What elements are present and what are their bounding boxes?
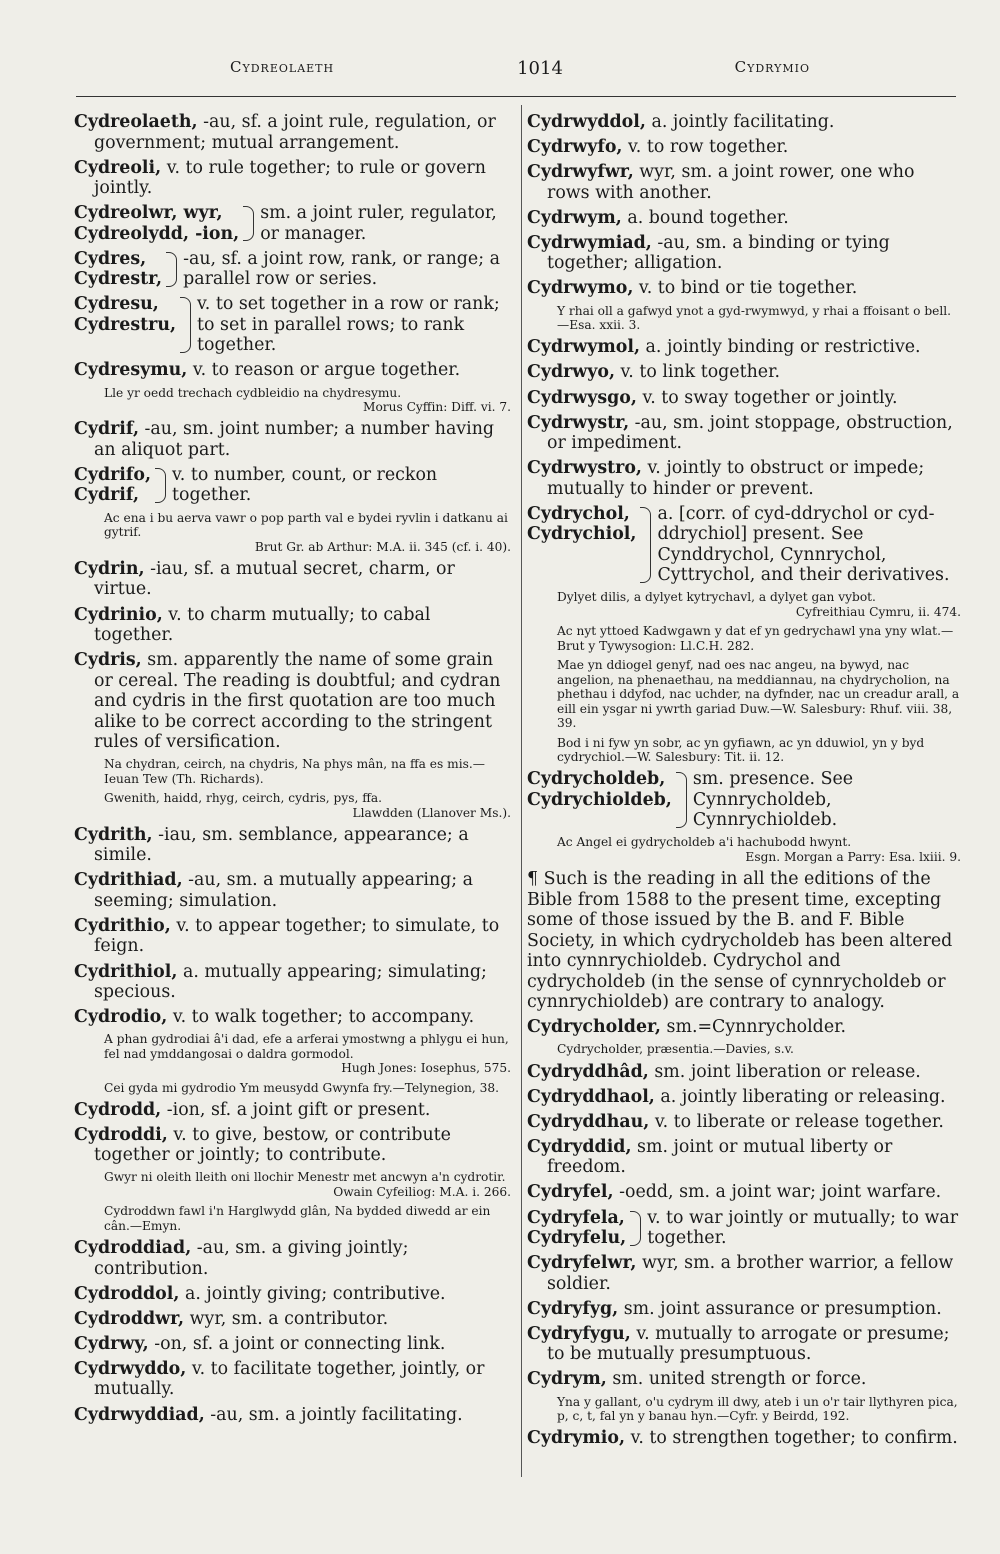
quotation [527,304,961,333]
headword: Cydrwymo, [527,278,634,299]
headword-group [74,465,151,506]
definition: a. jointly binding or restrictive. [640,337,921,358]
dictionary-entry [74,870,511,911]
definition: -on, sf. a joint or connecting link. [148,1333,446,1354]
headword: Cydrwyfwr, [527,162,634,183]
quotation-text: Bod i ni fyw yn sobr, ac yn gyfiawn, ac yn dduwiol, yn y byd cydrychiol.—W. Salesbury: Tit. ii. 12. [557,735,925,765]
headword: Cydrychioldeb, [527,789,672,810]
definition: v. to war jointly or mutually; to war together. [647,1207,959,1249]
dictionary-entry [527,337,961,358]
definition: wyr, sm. a contributor. [184,1308,389,1329]
headword: Cydrif, [74,419,140,440]
left-column [74,112,511,1430]
definition: v. to bind or tie together. [633,278,858,299]
dictionary-entry [74,1309,511,1330]
dictionary-entry [527,233,961,274]
brace-mark [155,468,166,503]
dictionary-entry-pair [527,769,961,831]
quotation [527,1042,961,1057]
quotation-text: Cydroddwn fawl i'n Harglwydd glân, Na bydded diwedd ar ein cân.—Emyn. [104,1204,491,1233]
headword: Cydrwy, [74,1333,149,1354]
dictionary-entry-pair [527,1208,961,1249]
quotation-text: Dylyet dilis, a dylyet kytrychavl, a dylyet gan vybot. [557,590,876,605]
headword: Cydrif, [74,485,140,506]
headword: Cydreolwr, wyr, [74,203,223,224]
right-column [527,112,961,1453]
quotation [74,1032,511,1076]
definition: -iau, sm. semblance, appearance; a simile. [94,824,469,866]
headword: Cydrith, [74,824,153,845]
page-number: 1014 [517,58,563,79]
brace-mark [676,772,687,828]
quotation [527,736,961,765]
headword: Cydryddhâd, [527,1061,649,1082]
dictionary-entry [527,1428,961,1449]
dictionary-entry [527,1299,961,1320]
definition: sm. apparently the name of some grain or cereal. The reading is doubtful; and cydran and cydris in the first quotation are too much alike to be correct according to the stringent rules of versification. [94,650,501,753]
definition: -au, sf. a joint row, rank, or range; a parallel row or series. [183,248,500,290]
quotation-source: Owain Cyfeiliog: M.A. i. 266. [333,1185,511,1200]
dictionary-entry [527,162,961,203]
definition: v. to give, bestow, or contribute together or jointly; to contribute. [94,1124,451,1166]
quotation-text: A phan gydrodiai â'i dad, efe a arferai ymostwng a phlygu ei hun, fel nad ymddangosai o daldra gormodol. [104,1032,509,1061]
definition: v. to strengthen together; to confirm. [625,1428,958,1449]
quotation [74,386,511,415]
dictionary-entry [527,112,961,133]
definition: -au, sf. a joint rule, regulation, or government; mutual arrangement. [94,112,496,153]
definition: v. to number, count, or reckon together. [172,464,438,506]
editorial-note: ¶ Such is the reading in all the editions of the Bible from 1588 to the present time, excepting some of those issued by the B. and F. Bible Society, in which cydrycholdeb has been altered into cynnrychioldeb. Cydrychol and cydrycholdeb (in the sense of cynnrycholdeb or cynnrychioldeb) are contrary to analogy. [527,869,953,1013]
headword-group [527,504,636,586]
headword-group [74,249,162,290]
quotation-source: Cyfreithiau Cymru, ii. 474. [795,605,961,619]
headword: Cydryfyg, [527,1298,619,1319]
definition: v. to row together. [622,137,789,158]
headword: Cydreolydd, -ion, [74,223,240,244]
definition: -au, sm. joint stoppage, obstruction, or impediment. [547,412,953,454]
dictionary-entry [74,1334,511,1355]
headword: Cydrychiol, [527,524,637,545]
headword: Cydrodd, [74,1099,162,1120]
header-left-guideword: Cydreolaeth [230,58,335,76]
headword: Cydrestr, [74,269,163,290]
headword: Cydrin, [74,558,145,579]
quotation [74,791,511,820]
definition: v. to liberate or release together. [649,1111,944,1132]
running-header [70,58,960,84]
dictionary-entry [74,158,511,199]
headword: Cydresu, [74,294,159,315]
definition: v. to sway together or jointly. [636,387,898,408]
definition: sm. united strength or force. [606,1369,867,1390]
dictionary-entry [527,1087,961,1108]
dictionary-entry-pair [527,504,961,586]
headword: Cydrym, [527,1369,607,1390]
definition: v. to reason or argue together. [187,360,461,381]
dictionary-entry [527,1112,961,1133]
dictionary-entry [74,1007,511,1028]
header-right-guideword: Cydrymio [734,58,810,76]
dictionary-entry [74,419,511,460]
quotation-text: Ac Angel ei gydrycholdeb a'i hachubodd hwynt. [557,835,852,850]
quotation [74,757,511,786]
headword: Cydrwyo, [527,362,615,383]
definition: sm.=Cynnrycholder. [661,1017,847,1038]
quotation [527,1395,961,1424]
headword: Cydrwyddol, [527,112,646,132]
dictionary-entry [527,1369,961,1390]
brace-mark [180,297,191,353]
headword: Cydryddhau, [527,1111,650,1132]
headword: Cydres, [74,248,147,269]
definition: a. [corr. of cyd-ddrychol or cyd-ddrychiol] present. See Cynddrychol, Cynnrychol, Cyttrychol, and their derivatives. [657,503,950,586]
definition: -oedd, sm. a joint war; joint warfare. [613,1182,942,1203]
dictionary-entry [527,1182,961,1203]
headword: Cydrithiad, [74,870,183,891]
brace-mark [630,1211,641,1246]
quotation-source: Llawdden (Llanover Ms.). [352,805,511,820]
quotation-text: Gwenith, haidd, rhyg, ceirch, cydris, pys, ffa. [104,790,383,805]
quotation-text: Mae yn ddiogel genyf, nad oes nac angeu, na bywyd, nac angelion, na phenaethau, na meddiannau, na chydrycholion, na phethau i ddyfod, nac uchder, na dyfnder, nac un creadur arall, a eill ein ysgar ni ywrth gariad Duw.—W. Salesbury: Rhuf. viii. 38, 39. [557,657,960,731]
quotation-text: Gwyr ni oleith lleith oni llochir Menestr met ancwyn a'n cydrotir. [104,1170,506,1185]
quotation-text: Cei gyda mi gydrodio Ym meusydd Gwynfa fry.—Telynegion, 38. [104,1080,500,1095]
headword: Cydrinio, [74,604,163,625]
headword: Cydrwysgo, [527,387,637,408]
headword: Cydrwystr, [527,412,630,433]
quotation-text: Na chydran, ceirch, na chydris, Na phys mân, na ffa es mis.—Ieuan Tew (Th. Richards). [104,757,485,786]
quotation [74,1170,511,1199]
definition: -au, sm. a binding or tying together; alligation. [547,232,890,274]
quotation [527,590,961,619]
headword: Cydryfela, [527,1207,625,1228]
headword-group [74,203,239,244]
quotation [527,835,961,864]
headword: Cydryddhaol, [527,1086,655,1107]
headword: Cydreolaeth, [74,112,198,132]
definition: -ion, sf. a joint gift or present. [161,1099,431,1120]
header-rule [76,96,956,97]
headword: Cydrymio, [527,1428,626,1449]
headword: Cydrwymiad, [527,232,652,253]
quotation-text: Lle yr oedd trechach cydbleidio na chydresymu. [104,385,402,400]
dictionary-entry [527,458,961,499]
quotation [74,1081,511,1096]
quotation-source: Morus Cyffin: Diff. vi. 7. [362,400,511,415]
dictionary-entry [74,650,511,753]
brace-mark [243,206,254,241]
quotation-source: Hugh Jones: Iosephus, 575. [341,1061,511,1076]
headword: Cydryfelwr, [527,1253,637,1274]
quotation-text: Ac ena i bu aerva vawr o pop parth val e bydei ryvlin i datkanu ai gytrif. [104,510,508,540]
headword: Cydroddol, [74,1283,180,1304]
headword: Cydryfel, [527,1182,614,1203]
dictionary-entry [74,605,511,646]
dictionary-entry-pair [74,249,511,290]
dictionary-entry [527,1017,961,1038]
definition: sm. joint or mutual liberty or freedom. [547,1136,893,1178]
definition: v. mutually to arrogate or presume; to be mutually presumptuous. [547,1323,950,1365]
dictionary-entry-pair [74,465,511,506]
definition: v. to appear together; to simulate, to feign. [94,915,500,957]
headword: Cydreoli, [74,157,162,178]
dictionary-entry [74,916,511,957]
headword: Cydryddid, [527,1136,632,1157]
definition: a. jointly giving; contributive. [179,1283,446,1304]
quotation-text: Cydrycholder, præsentia.—Davies, s.v. [557,1042,794,1057]
dictionary-entry [74,112,511,153]
definition: v. to facilitate together, jointly, or mutually. [94,1358,485,1400]
definition: v. to charm mutually; to cabal together. [94,604,431,645]
dictionary-entry [74,1359,511,1400]
definition: a. bound together. [621,207,789,228]
dictionary-entry [527,208,961,229]
quotation-text: Yna y gallant, o'u cydrym ill dwy, ateb i un o'r tair llythyren pica, p, c, t, fal yn y banau hyn.—Cyfr. y Beirdd, 192. [557,1394,958,1424]
definition: v. to walk together; to accompany. [167,1007,475,1028]
brace-mark [640,507,651,583]
definition: wyr, sm. a joint rower, one who rows with another. [547,162,915,203]
headword: Cydrycholder, [527,1017,661,1038]
definition: v. to set together in a row or rank; to set in parallel rows; to rank together. [197,294,500,356]
dictionary-entry [74,1125,511,1166]
headword: Cydrycholdeb, [527,769,666,790]
dictionary-entry [74,825,511,866]
quotation [527,624,961,653]
definition: sm. joint assurance or presumption. [618,1298,942,1319]
dictionary-entry [74,962,511,1003]
brace-mark [166,252,177,287]
headword: Cydrithiol, [74,961,178,982]
headword: Cydrwystro, [527,458,642,479]
headword: Cydrwyddiad, [74,1404,205,1425]
definition: wyr, sm. a brother warrior, a fellow soldier. [547,1253,954,1294]
headword: Cydrwymol, [527,337,641,358]
quotation [527,658,961,731]
headword: Cydroddiad, [74,1238,192,1259]
dictionary-entry [527,1253,961,1294]
headword: Cydrwyddo, [74,1358,187,1379]
column-divider [521,105,522,1477]
headword: Cydresymu, [74,360,188,381]
dictionary-entry [74,1284,511,1305]
definition: sm. a joint ruler, regulator, or manager. [260,203,497,244]
definition: sm. presence. See Cynnrycholdeb, Cynnrychioldeb. [692,769,854,831]
dictionary-entry [74,559,511,600]
headword-group [74,294,176,356]
headword: Cydrodio, [74,1007,168,1028]
quotation-source: Brut Gr. ab Arthur: M.A. ii. 345 (cf. i. 40). [254,539,511,554]
definition: a. jointly facilitating. [645,112,835,132]
dictionary-entry-pair [74,203,511,244]
dictionary-entry [527,362,961,383]
headword: Cydryfelu, [527,1228,627,1249]
dictionary-entry [527,1324,961,1365]
quotation [74,1204,511,1233]
dictionary-entry-pair [74,294,511,356]
definition: -au, sm. a mutually appearing; a seeming; simulation. [94,870,474,911]
headword: Cydrifo, [74,464,152,485]
headword: Cydryfygu, [527,1323,631,1344]
definition: v. to link together. [615,362,781,383]
dictionary-entry [74,360,511,381]
headword: Cydrwym, [527,207,622,228]
quotation [74,511,511,555]
dictionary-entry [527,388,961,409]
headword: Cydrithio, [74,915,171,936]
quotation-source: Esgn. Morgan a Parry: Esa. lxiii. 9. [745,850,961,864]
quotation-text: Ac nyt yttoed Kadwgawn y dat ef yn gedrychawl yna yny wlat.—Brut y Tywysogion: Ll.C.H. 282. [557,624,954,653]
definition: a. jointly liberating or releasing. [654,1086,946,1107]
dictionary-entry [74,1100,511,1121]
definition: v. jointly to obstruct or impede; mutually to hinder or prevent. [547,458,925,499]
dictionary-entry [74,1405,511,1426]
dictionary-entry [527,278,961,299]
definition: v. to rule together; to rule or govern jointly. [94,157,486,199]
headword-group [527,1208,626,1249]
headword: Cydroddwr, [74,1308,185,1329]
dictionary-entry [527,137,961,158]
headword: Cydrychol, [527,503,630,524]
definition: -iau, sf. a mutual secret, charm, or virtue. [94,558,455,600]
dictionary-entry [527,1137,961,1178]
definition: -au, sm. joint number; a number having an aliquot part. [94,419,495,460]
dictionary-entry [527,1062,961,1083]
headword: Cydris, [74,650,142,671]
headword: Cydrestru, [74,314,177,335]
dictionary-entry [527,413,961,454]
definition: a. mutually appearing; simulating; specious. [94,961,487,1003]
definition: -au, sm. a giving jointly; contribution. [94,1238,409,1279]
headword: Cydrwyfo, [527,137,623,158]
definition: -au, sm. a jointly facilitating. [204,1404,463,1425]
quotation-text: Y rhai oll a gafwyd ynot a gyd-rwymwyd, y rhai a ffoisant o bell.—Esa. xxii. 3. [557,303,952,333]
definition: sm. joint liberation or release. [648,1061,921,1082]
headword: Cydroddi, [74,1124,168,1145]
headword-group [527,769,672,831]
dictionary-entry [74,1238,511,1279]
